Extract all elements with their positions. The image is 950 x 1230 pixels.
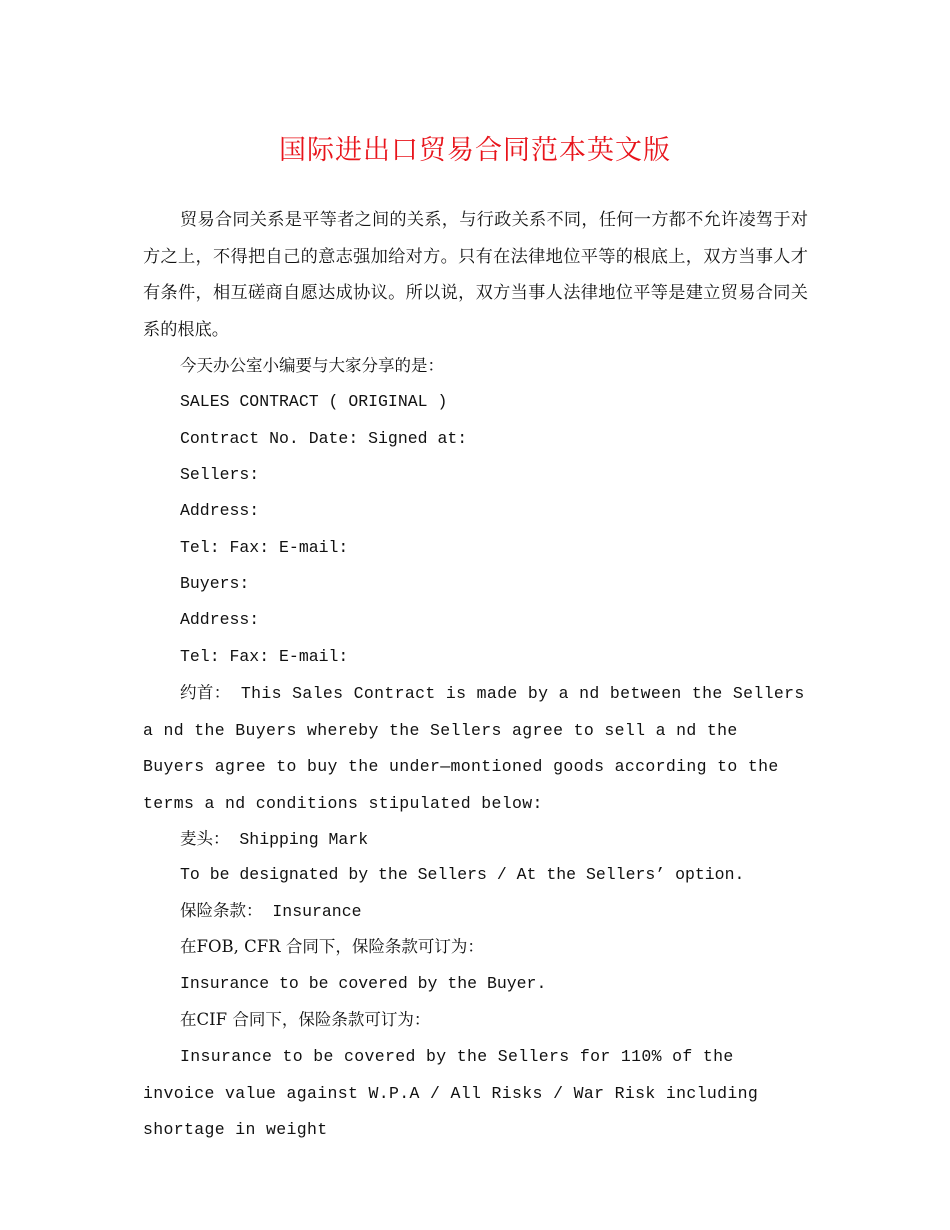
- share-line: 今天办公室小编要与大家分享的是：: [180, 356, 444, 375]
- fob-cfr-label: 在FOB, CFR 合同下，保险条款可订为：: [180, 937, 484, 956]
- contract-number-line: Contract No. Date: Signed at:: [180, 429, 468, 448]
- buyers-label: Buyers:: [180, 574, 250, 593]
- preamble-text: This Sales Contract is made by a nd between the Sellers a nd the Buyers whereby the Sellers agree to sell a nd the Buyers agree to buy the under—montioned goods according to the terms a nd conditions stipulated below:: [143, 684, 805, 813]
- fob-cfr-clause: Insurance to be covered by the Buyer.: [180, 974, 547, 993]
- insurance-line: [180, 893, 362, 931]
- shipping-mark-line: [180, 821, 368, 859]
- insurance-label: 保险条款：: [180, 901, 263, 920]
- insurance-text: Insurance: [262, 902, 362, 921]
- shipping-mark-text: Shipping Mark: [229, 830, 369, 849]
- sellers-label: Sellers:: [180, 465, 260, 484]
- cif-label: 在CIF 合同下，保险条款可订为：: [180, 1010, 431, 1029]
- buyers-address: Address:: [180, 610, 260, 629]
- buyers-contact: Tel: Fax: E-mail:: [180, 647, 349, 666]
- document-title: 国际进出口贸易合同范本英文版: [279, 135, 671, 166]
- shipping-mark-label: 麦头：: [180, 829, 230, 848]
- preamble-label: 约首：: [180, 683, 231, 702]
- cif-clause: Insurance to be covered by the Sellers for 110% of the invoice value against W.P.A / All Risks / War Risk including shortage in weight: [143, 1047, 759, 1139]
- sellers-address: Address:: [180, 501, 260, 520]
- sellers-contact: Tel: Fax: E-mail:: [180, 538, 349, 557]
- contract-heading: SALES CONTRACT ( ORIGINAL ): [180, 392, 448, 411]
- shipping-mark-clause: To be designated by the Sellers / At the Sellers’ option.: [180, 865, 745, 884]
- preamble-paragraph: [143, 675, 808, 822]
- intro-paragraph: 贸易合同关系是平等者之间的关系，与行政关系不同，任何一方都不允许凌驾于对方之上，不得把自己的意志强加给对方。只有在法律地位平等的根底上，双方当事人才有条件，相互磋商自愿达成协议。所以说，双方当事人法律地位平等是建立贸易合同关系的根底。: [143, 210, 808, 340]
